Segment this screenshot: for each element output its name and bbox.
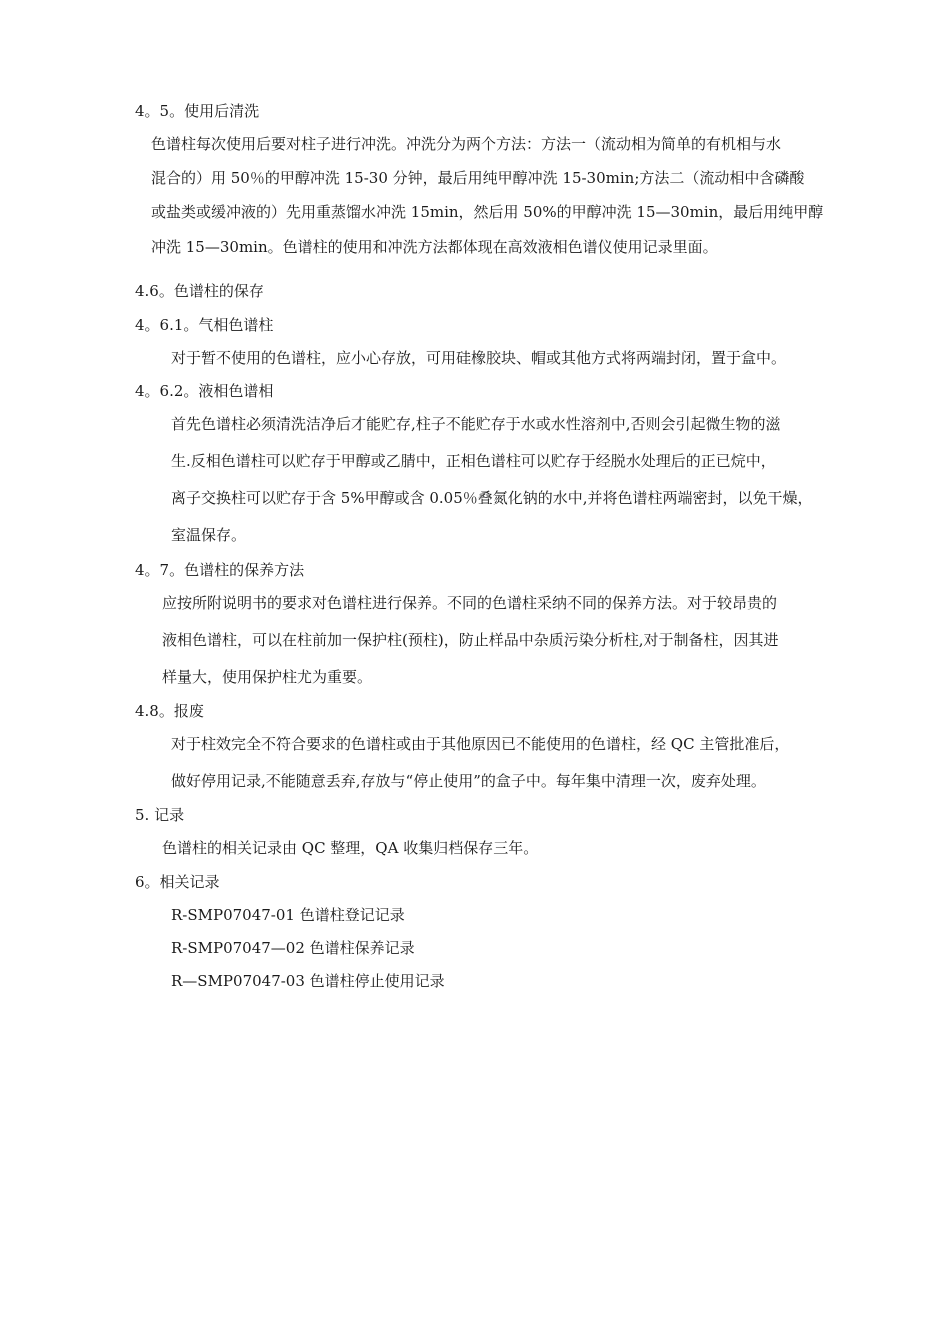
paragraph-line: 混合的）用 50％的甲醇冲洗 15-30 分钟，最后用纯甲醇冲洗 15-30min;方法二（流动相中含磷酸 (151, 169, 805, 187)
paragraph-line: 离子交换柱可以贮存于含 5%甲醇或含 0.05％叠氮化钠的水中,并将色谱柱两端密封，以免干燥， (171, 489, 813, 507)
section-heading-4-6: 4.6。色谱柱的保存 (135, 282, 264, 300)
paragraph-line: 色谱柱每次使用后要对柱子进行冲洗。冲洗分为两个方法：方法一（流动相为简单的有机相与水 (151, 135, 782, 153)
paragraph-line: 样量大，使用保护柱尤为重要。 (162, 668, 373, 686)
section-heading-6: 6。相关记录 (135, 873, 220, 891)
paragraph-line: 液相色谱柱，可以在柱前加一保护柱(预柱)，防止样品中杂质污染分析柱,对于制备柱，因其进 (162, 631, 779, 649)
paragraph-line: 对于柱效完全不符合要求的色谱柱或由于其他原因已不能使用的色谱柱，经 QC 主管批准后， (171, 735, 790, 753)
paragraph-line: 首先色谱柱必须清洗洁净后才能贮存,柱子不能贮存于水或水性溶剂中,否则会引起微生物的滋 (171, 415, 781, 433)
paragraph-line: 对于暂不使用的色谱柱，应小心存放，可用硅橡胶块、帽或其他方式将两端封闭，置于盒中。 (171, 349, 787, 367)
paragraph-line: 应按所附说明书的要求对色谱柱进行保养。不同的色谱柱采纳不同的保养方法。对于较昂贵的 (162, 594, 778, 612)
paragraph-line: 或盐类或缓冲液的）先用重蒸馏水冲洗 15min，然后用 50%的甲醇冲洗 15—30min，最后用纯甲醇 (151, 203, 824, 221)
paragraph-line: 生.反相色谱柱可以贮存于甲醇或乙腈中，正相色谱柱可以贮存于经脱水处理后的正已烷中， (171, 452, 776, 470)
paragraph-line: 色谱柱的相关记录由 QC 整理，QA 收集归档保存三年。 (162, 839, 539, 857)
section-heading-4-6-1: 4。6.1。气相色谱柱 (135, 316, 274, 334)
record-list-item: R-SMP07047-01 色谱柱登记记录 (171, 906, 405, 924)
paragraph-line: 冲洗 15—30min。色谱柱的使用和冲洗方法都体现在高效液相色谱仪使用记录里面。 (151, 238, 718, 256)
section-heading-4-7: 4。7。色谱柱的保养方法 (135, 561, 305, 579)
paragraph-line: 做好停用记录,不能随意丢弃,存放与“停止使用”的盒子中。每年集中清理一次，废弃处理。 (171, 772, 766, 790)
section-heading-4-8: 4.8。报废 (135, 702, 204, 720)
paragraph-line: 室温保存。 (171, 526, 247, 544)
section-heading-5: 5. 记录 (135, 806, 185, 824)
record-list-item: R—SMP07047-03 色谱柱停止使用记录 (171, 972, 445, 990)
section-heading-4-5: 4。5。使用后清洗 (135, 102, 260, 120)
section-heading-4-6-2: 4。6.2。液相色谱相 (135, 382, 274, 400)
record-list-item: R-SMP07047—02 色谱柱保养记录 (171, 939, 415, 957)
